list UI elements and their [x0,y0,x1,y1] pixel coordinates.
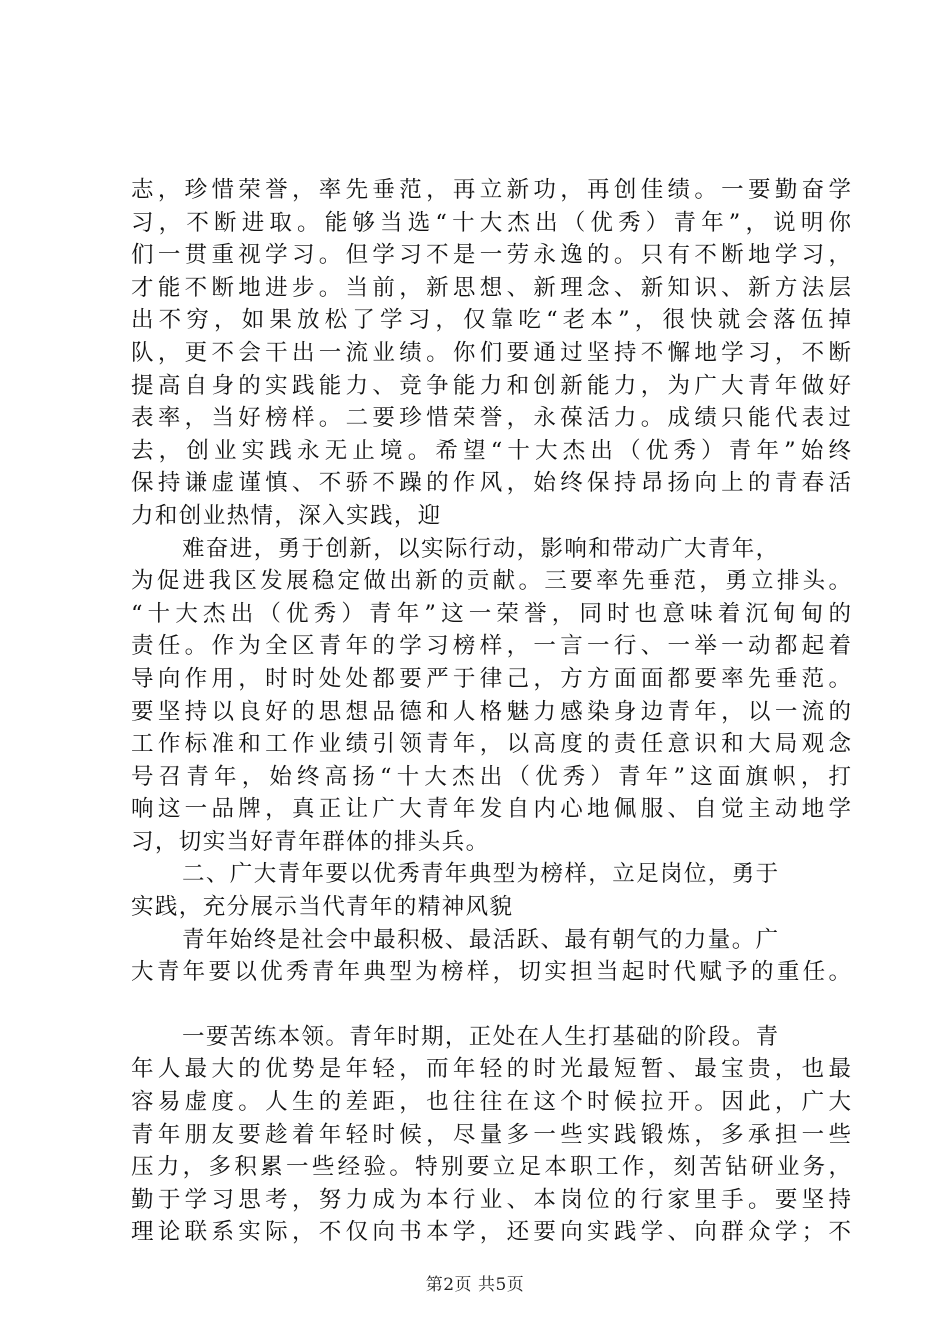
text-line: 要坚持以良好的思想品德和人格魅力感染身边青年，以一流的 [131,698,851,725]
text-line: 们一贯重视学习。但学习不是一劳永逸的。只有不断地学习， [131,242,851,269]
paragraph [131,533,851,859]
text-line: 大青年要以优秀青年典型为榜样，切实担当起时代赋予的重任。 [131,959,851,986]
text-line: 青年始终是社会中最积极、最活跃、最有朝气的力量。广 [182,926,780,953]
text-line: 实践，充分展示当代青年的精神风貌 [131,894,514,921]
section-heading [131,858,851,923]
paragraph [131,1021,851,1249]
text-line: “十大杰出（优秀）青年”这一荣誉，同时也意味着沉甸甸的 [131,600,851,627]
page-number-footer: 第2页 共5页 [425,1275,525,1295]
text-line: 志，珍惜荣誉，率先垂范，再立新功，再创佳绩。一要勤奋学 [131,177,851,203]
text-line: 责任。作为全区青年的学习榜样，一言一行、一举一动都起着 [131,633,851,660]
paragraph-gap [131,989,851,1021]
text-line: 勤于学习思考，努力成为本行业、本岗位的行家里手。要坚持 [131,1186,851,1213]
text-line: 去，创业实践永无止境。希望“十大杰出（优秀）青年”始终 [131,437,851,464]
text-line: 习，切实当好青年群体的排头兵。 [131,828,490,855]
text-line: 力和创业热情，深入实践，迎 [131,502,442,529]
paragraph [131,924,851,989]
text-line: 二、广大青年要以优秀青年典型为榜样，立足岗位，勇于 [182,861,780,888]
text-line: 提高自身的实践能力、竞争能力和创新能力，为广大青年做好 [131,372,851,399]
text-line: 出不穷，如果放松了学习，仅靠吃“老本”，很快就会落伍掉 [131,307,851,334]
text-line: 号召青年，始终高扬“十大杰出（优秀）青年”这面旗帜，打 [131,763,851,790]
text-line: 习，不断进取。能够当选“十大杰出（优秀）青年”，说明你 [131,209,851,236]
text-line: 为促进我区发展稳定做出新的贡献。三要率先垂范，勇立排头。 [131,568,851,595]
text-line: 压力，多积累一些经验。特别要立足本职工作，刻苦钻研业务， [131,1154,851,1181]
text-line: 青年朋友要趁着年轻时候，尽量多一些实践锻炼，多承担一些 [131,1121,851,1148]
text-line: 导向作用，时时处处都要严于律己，方方面面都要率先垂范。 [131,665,851,692]
text-line: 工作标准和工作业绩引领青年，以高度的责任意识和大局观念 [131,731,851,758]
document-body [131,174,851,1249]
text-line: 理论联系实际，不仅向书本学，还要向实践学、向群众学；不 [131,1219,851,1246]
text-line: 容易虚度。人生的差距，也往往在这个时候拉开。因此，广大 [131,1089,851,1116]
text-line: 一要苦练本领。青年时期，正处在人生打基础的阶段。青 [182,1023,780,1050]
text-line: 响这一品牌，真正让广大青年发自内心地佩服、自觉主动地学 [131,796,851,823]
paragraph [131,174,851,533]
text-line: 年人最大的优势是年轻，而年轻的时光最短暂、最宝贵，也最 [131,1056,851,1083]
text-line: 才能不断地进步。当前，新思想、新理念、新知识、新方法层 [131,274,851,301]
text-line: 难奋进，勇于创新，以实际行动，影响和带动广大青年， [182,535,780,562]
text-line: 表率，当好榜样。二要珍惜荣誉，永葆活力。成绩只能代表过 [131,405,851,432]
text-line: 队，更不会干出一流业绩。你们要通过坚持不懈地学习，不断 [131,339,851,366]
text-line: 保持谦虚谨慎、不骄不躁的作风，始终保持昂扬向上的青春活 [131,470,851,497]
